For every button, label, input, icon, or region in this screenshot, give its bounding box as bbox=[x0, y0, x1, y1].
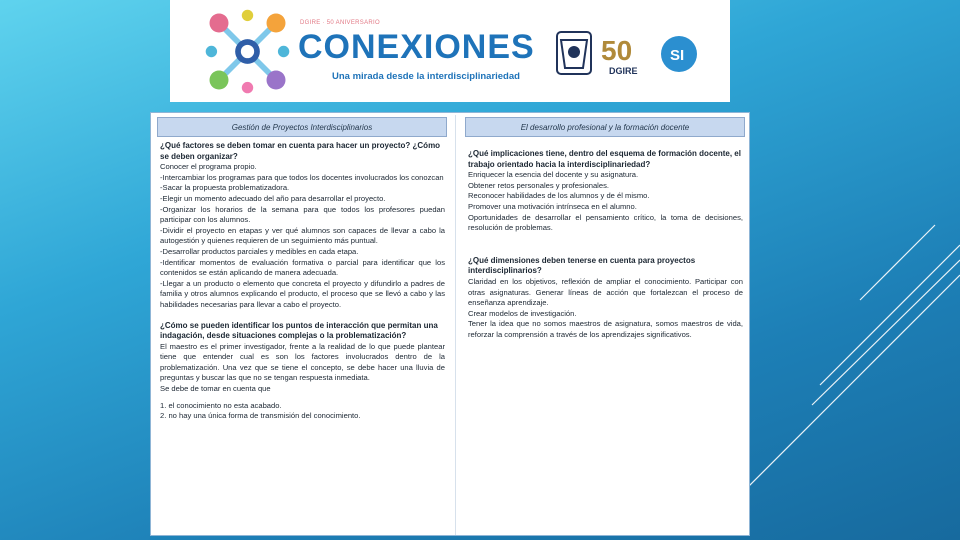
left-question-2: ¿Cómo se pueden identificar los puntos de interacción que permitan una indagación, desde situaciones complejas o la problematización? bbox=[160, 320, 438, 341]
right-column-heading: El desarrollo profesional y la formación docente bbox=[465, 117, 745, 137]
numbered-item: 2. no hay una única forma de transmisión del conocimiento. bbox=[160, 411, 361, 421]
list-item: Obtener retos personales y profesionales. bbox=[468, 180, 609, 190]
left-column-body bbox=[157, 137, 447, 422]
document-panel bbox=[150, 112, 750, 536]
list-item: Claridad en los objetivos, reflexión de ampliar el conocimiento. Participar con otras asignaturas. Generar líneas de acción que fortalezcan el proceso de enseñanza aprendizaje. bbox=[468, 276, 743, 308]
list-item: Conocer el programa propio. bbox=[160, 162, 257, 172]
svg-text:SI: SI bbox=[670, 47, 685, 64]
left-column bbox=[157, 117, 447, 422]
list-item: Reconocer habilidades de los alumnos y de él mismo. bbox=[468, 191, 650, 201]
list-item: Oportunidades de desarrollar el pensamiento crítico, la toma de decisiones, resolución de problemas. bbox=[468, 212, 743, 233]
banner-kicker: DGIRE · 50 ANIVERSARIO bbox=[300, 20, 380, 26]
institution-logos bbox=[555, 30, 705, 78]
right-question-1: ¿Qué implicaciones tiene, dentro del esquema de formación docente, el trabajo orientado hacia la interdisciplinariedad? bbox=[468, 149, 741, 169]
conexiones-banner bbox=[170, 0, 730, 102]
conexiones-logo-icon bbox=[200, 4, 295, 99]
list-item: -Dividir el proyecto en etapas y ver qué alumnos son capaces de llevar a cabo la autogestión y quienes requieren de un seguimiento más puntual. bbox=[160, 225, 445, 246]
svg-text:50: 50 bbox=[601, 35, 633, 66]
svg-text:DGIRE: DGIRE bbox=[609, 66, 638, 76]
left-question-1: ¿Qué factores se deben tomar en cuenta para hacer un proyecto? ¿Cómo se deben organizar? bbox=[160, 141, 441, 161]
si-logo-icon bbox=[661, 36, 697, 72]
list-item: -Llegar a un producto o elemento que concreta el proyecto y difundirlo a padres de familia y otros alumnos explicando el producto, el proceso que se llevó a cabo y las habilidades necesarias para llevar a cabo el proyecto. bbox=[160, 278, 445, 309]
list-item: Crear modelos de investigación. bbox=[468, 308, 577, 318]
paragraph: El maestro es el primer investigador, frente a la realidad de lo que puede plantear tiene que entender cual es son los factores involucrados dentro de la problematización. Una vez que se tiene el concepto, se debe hacer una lluvia de preguntas y buscar las que no se tengan respuesta inmediata. bbox=[160, 341, 445, 383]
left-column-heading: Gestión de Proyectos Interdisciplinarios bbox=[157, 117, 447, 137]
numbered-item: 1. el conocimiento no esta acabado. bbox=[160, 400, 282, 410]
right-column-body bbox=[465, 137, 745, 341]
list-item: -Desarrollar productos parciales y medibles en cada etapa. bbox=[160, 246, 359, 256]
list-item: -Intercambiar los programas para que todos los docentes involucrados los conozcan bbox=[160, 172, 444, 182]
list-item: -Identificar momentos de evaluación formativa o parcial para identificar que los contenidos se están aplicando de manera adecuada. bbox=[160, 257, 445, 278]
right-column bbox=[465, 117, 745, 341]
list-item: -Sacar la propuesta problematizadora. bbox=[160, 183, 290, 193]
list-item: Enriquecer la esencia del docente y su asignatura. bbox=[468, 170, 639, 180]
banner-title: CONEXIONES bbox=[298, 28, 535, 66]
banner-subtitle: Una mirada desde la interdisciplinariedad bbox=[332, 71, 520, 82]
list-item: -Organizar los horarios de la semana para que todos los profesores puedan participar con los alumnos. bbox=[160, 204, 445, 225]
dgire-50-logo-icon bbox=[601, 35, 638, 76]
unam-seal-icon bbox=[557, 32, 591, 74]
list-item: -Elegir un momento adecuado del año para desarrollar el proyecto. bbox=[160, 193, 386, 203]
right-question-2: ¿Qué dimensiones deben tenerse en cuenta para proyectos interdisciplinarios? bbox=[468, 255, 696, 276]
list-item: Promover una motivación intrínseca en el alumno. bbox=[468, 201, 637, 211]
paragraph: Se debe de tomar en cuenta que bbox=[160, 384, 271, 394]
column-divider bbox=[455, 115, 456, 535]
list-item: Tener la idea que no somos maestros de asignatura, somos maestros de vida, reforzar la comprensión a través de los aprendizajes significativos. bbox=[468, 319, 743, 339]
